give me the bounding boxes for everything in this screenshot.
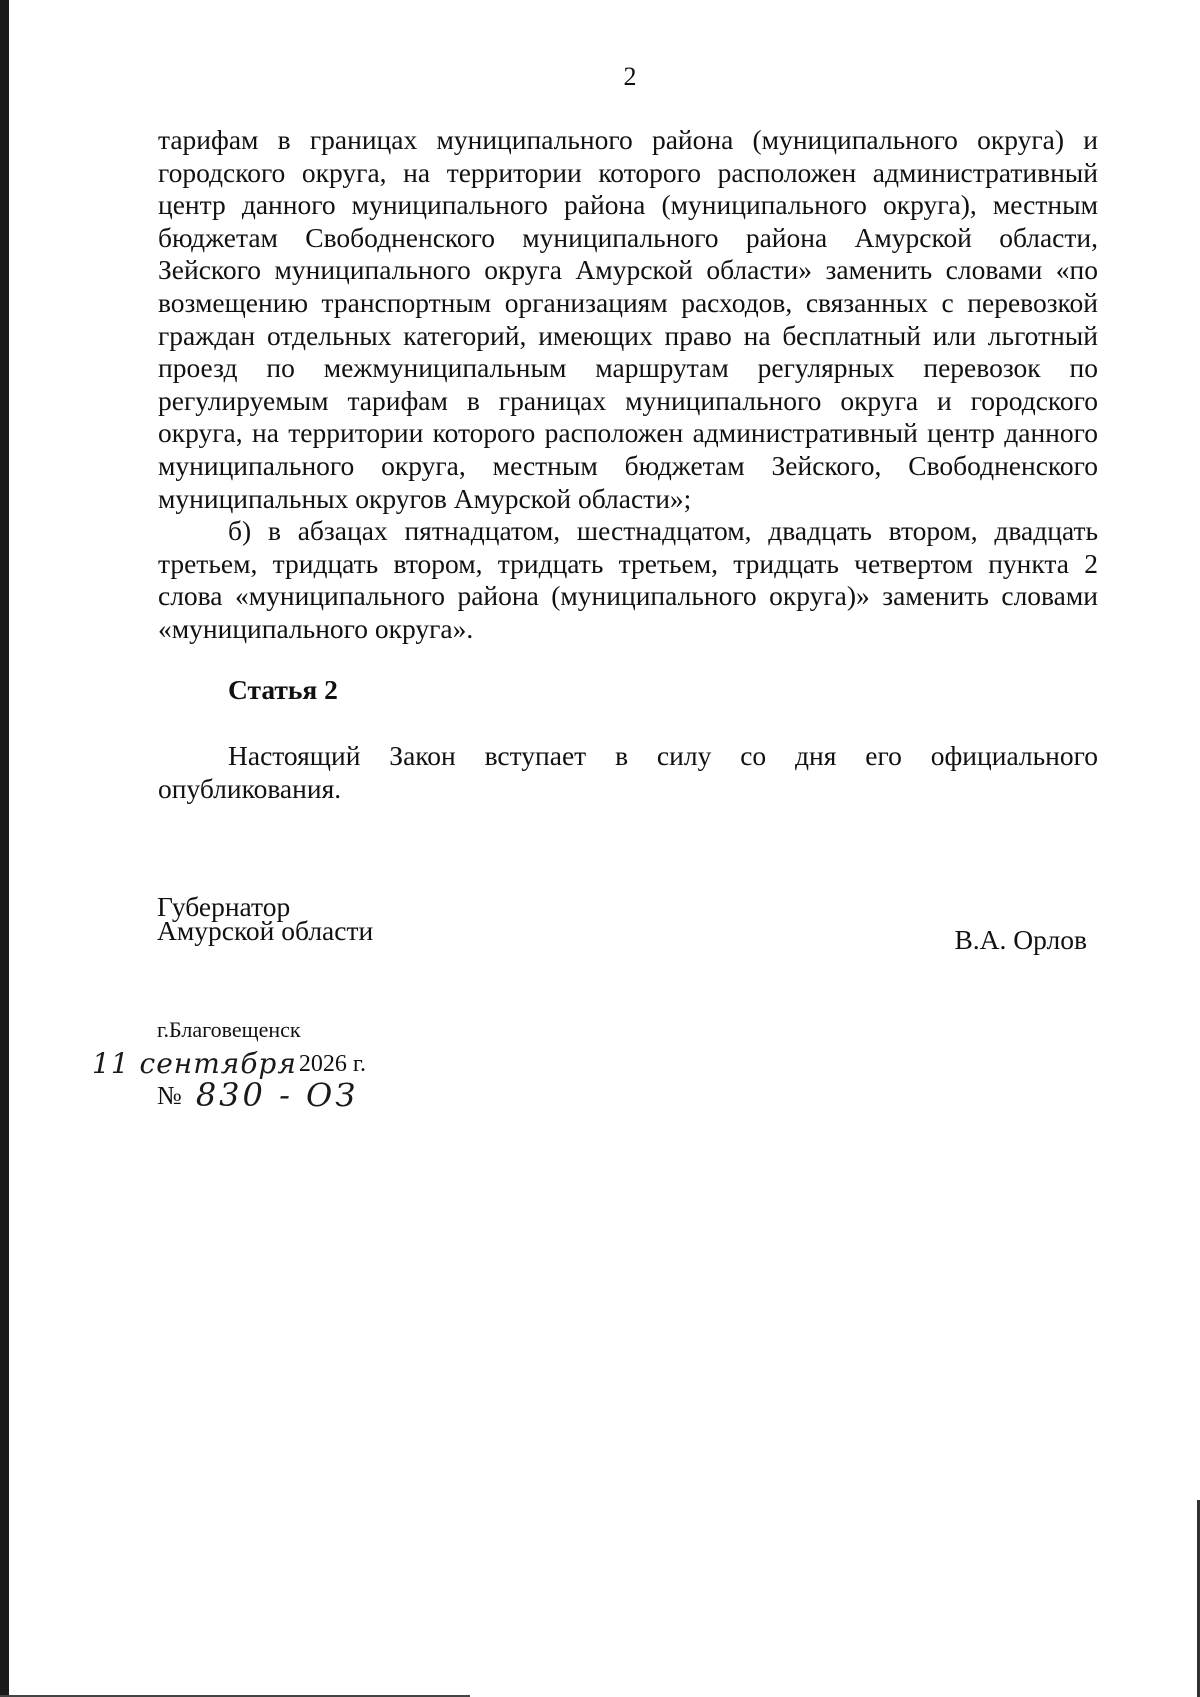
paragraph-item-b: б) в абзацах пятнадцатом, шестнадцатом, двадцать втором, двадцать третьем, тридцать втором, тридцать третьем, тридцать четвертом пункта 2 слова «муниципального района (муниципального округа)» заменить словами «муниципального округа».: [158, 515, 1098, 644]
signature-title-line2: Амурской области: [157, 915, 374, 946]
signer-name: В.А. Орлов: [954, 924, 1087, 955]
printed-year: 2026 г.: [298, 1051, 367, 1077]
handwritten-law-number: 830 - ОЗ: [195, 1076, 359, 1114]
place-of-signing: г.Благовещенск: [157, 1017, 301, 1042]
article-body: [158, 740, 1098, 805]
scan-edge-left: [0, 0, 9, 1697]
page-number: 2: [623, 62, 637, 91]
law-number: [157, 1072, 358, 1114]
document-body: [158, 124, 1098, 646]
paragraph-continuation: тарифам в границах муниципального района (муниципального округа) и городского округа, на территории которого расположен административный центр данного муниципального района (муниципального округа), местным бюджетам Свободненского муниципального района Амурской области, Зейского муниципального округа Амурской области» заменить словами «по возмещению транспортным организациям расходов, связанных с перевозкой граждан отдельных категорий, имеющих право на бесплатный или льготный проезд по межмуниципальным маршрутам регулярных перевозок по регулируемым тарифам в границах муниципального округа и городского округа, на территории которого расположен административный центр данного муниципального округа, местным бюджетам Зейского, Свободненского муниципальных округов Амурской области»;: [158, 124, 1098, 514]
handwritten-date: 11 сентября: [92, 1047, 297, 1080]
signature-title-line1: Губернатор: [157, 891, 291, 922]
article-text: Настоящий Закон вступает в силу со дня его официального опубликования.: [158, 740, 1098, 804]
signature-title: [157, 891, 374, 946]
article-heading: Статья 2: [228, 674, 338, 705]
number-sign: №: [157, 1081, 182, 1110]
